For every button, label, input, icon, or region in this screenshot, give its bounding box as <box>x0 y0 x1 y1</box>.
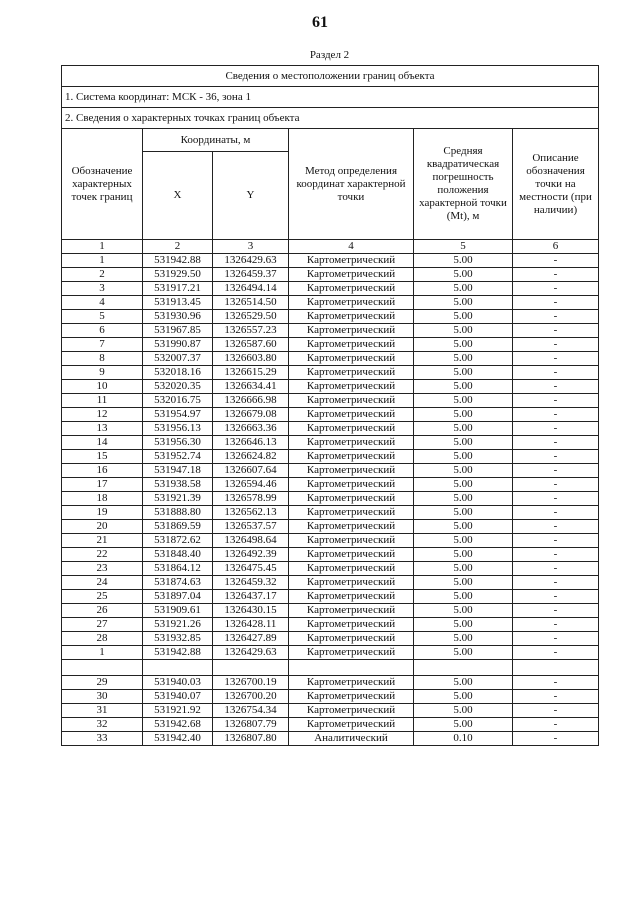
x-coordinate-cell: 531864.12 <box>143 562 213 576</box>
y-coordinate-cell: 1326475.45 <box>213 562 289 576</box>
x-coordinate-cell: 531942.88 <box>143 254 213 268</box>
description-cell: - <box>513 436 599 450</box>
table-row <box>62 604 599 618</box>
y-coordinate-cell: 1326646.13 <box>213 436 289 450</box>
x-coordinate-cell: 531909.61 <box>143 604 213 618</box>
table-row <box>62 576 599 590</box>
description-cell: - <box>513 646 599 660</box>
column-number: 5 <box>414 240 513 254</box>
method-cell: Картометрический <box>289 704 414 718</box>
point-id-cell: 3 <box>62 282 143 296</box>
point-id-cell: 13 <box>62 422 143 436</box>
error-cell: 0.10 <box>414 732 513 746</box>
y-coordinate-cell: 1326529.50 <box>213 310 289 324</box>
empty-cell <box>62 660 143 676</box>
error-cell: 5.00 <box>414 478 513 492</box>
separator-row <box>62 660 599 676</box>
table-row <box>62 618 599 632</box>
error-cell: 5.00 <box>414 254 513 268</box>
table-row <box>62 394 599 408</box>
method-cell: Картометрический <box>289 464 414 478</box>
description-cell: - <box>513 604 599 618</box>
method-cell: Картометрический <box>289 604 414 618</box>
y-coordinate-cell: 1326429.63 <box>213 254 289 268</box>
y-coordinate-cell: 1326679.08 <box>213 408 289 422</box>
error-cell: 5.00 <box>414 492 513 506</box>
point-id-cell: 17 <box>62 478 143 492</box>
table-row <box>62 450 599 464</box>
y-coordinate-cell: 1326594.46 <box>213 478 289 492</box>
y-coordinate-cell: 1326430.15 <box>213 604 289 618</box>
table-row <box>62 690 599 704</box>
x-coordinate-cell: 531956.30 <box>143 436 213 450</box>
table-row <box>62 732 599 746</box>
point-id-cell: 1 <box>62 254 143 268</box>
table-row <box>62 534 599 548</box>
table-row <box>62 324 599 338</box>
method-cell: Картометрический <box>289 324 414 338</box>
y-coordinate-cell: 1326663.36 <box>213 422 289 436</box>
table-row <box>62 520 599 534</box>
table-row <box>62 464 599 478</box>
method-cell: Картометрический <box>289 548 414 562</box>
error-cell: 5.00 <box>414 394 513 408</box>
x-coordinate-cell: 531848.40 <box>143 548 213 562</box>
empty-cell <box>289 660 414 676</box>
y-coordinate-cell: 1326494.14 <box>213 282 289 296</box>
method-cell: Картометрический <box>289 268 414 282</box>
table-row <box>62 704 599 718</box>
header-method: Метод определения координат характерной точки <box>289 129 414 240</box>
y-coordinate-cell: 1326492.39 <box>213 548 289 562</box>
x-coordinate-cell: 531869.59 <box>143 520 213 534</box>
coordinate-system: 1. Система координат: МСК - 36, зона 1 <box>62 87 599 108</box>
x-coordinate-cell: 532016.75 <box>143 394 213 408</box>
method-cell: Картометрический <box>289 576 414 590</box>
x-coordinate-cell: 531921.92 <box>143 704 213 718</box>
table-title: Сведения о местоположении границ объекта <box>62 66 599 87</box>
description-cell: - <box>513 676 599 690</box>
y-coordinate-cell: 1326603.80 <box>213 352 289 366</box>
empty-cell <box>414 660 513 676</box>
table-row <box>62 676 599 690</box>
y-coordinate-cell: 1326754.34 <box>213 704 289 718</box>
table-row <box>62 492 599 506</box>
description-cell: - <box>513 534 599 548</box>
points-header: 2. Сведения о характерных точках границ объекта <box>62 108 599 129</box>
error-cell: 5.00 <box>414 590 513 604</box>
point-id-cell: 7 <box>62 338 143 352</box>
method-cell: Картометрический <box>289 310 414 324</box>
description-cell: - <box>513 576 599 590</box>
x-coordinate-cell: 531897.04 <box>143 590 213 604</box>
table-row <box>62 310 599 324</box>
table-row <box>62 548 599 562</box>
x-coordinate-cell: 531956.13 <box>143 422 213 436</box>
point-id-cell: 21 <box>62 534 143 548</box>
method-cell: Картометрический <box>289 492 414 506</box>
method-cell: Картометрический <box>289 534 414 548</box>
table-row <box>62 352 599 366</box>
point-id-cell: 1 <box>62 646 143 660</box>
table-row <box>62 408 599 422</box>
x-coordinate-cell: 532020.35 <box>143 380 213 394</box>
x-coordinate-cell: 531921.26 <box>143 618 213 632</box>
page-number: 61 <box>312 14 328 31</box>
point-id-cell: 6 <box>62 324 143 338</box>
description-cell: - <box>513 690 599 704</box>
error-cell: 5.00 <box>414 604 513 618</box>
table-row <box>62 296 599 310</box>
header-x: X <box>143 152 213 240</box>
description-cell: - <box>513 478 599 492</box>
x-coordinate-cell: 531954.97 <box>143 408 213 422</box>
method-cell: Картометрический <box>289 618 414 632</box>
x-coordinate-cell: 531990.87 <box>143 338 213 352</box>
y-coordinate-cell: 1326700.19 <box>213 676 289 690</box>
y-coordinate-cell: 1326437.17 <box>213 590 289 604</box>
y-coordinate-cell: 1326807.79 <box>213 718 289 732</box>
error-cell: 5.00 <box>414 534 513 548</box>
y-coordinate-cell: 1326428.11 <box>213 618 289 632</box>
description-cell: - <box>513 464 599 478</box>
y-coordinate-cell: 1326557.23 <box>213 324 289 338</box>
y-coordinate-cell: 1326459.37 <box>213 268 289 282</box>
point-id-cell: 16 <box>62 464 143 478</box>
y-coordinate-cell: 1326562.13 <box>213 506 289 520</box>
error-cell: 5.00 <box>414 562 513 576</box>
table-row <box>62 268 599 282</box>
point-id-cell: 5 <box>62 310 143 324</box>
x-coordinate-cell: 531872.62 <box>143 534 213 548</box>
error-cell: 5.00 <box>414 506 513 520</box>
x-coordinate-cell: 531952.74 <box>143 450 213 464</box>
column-number: 6 <box>513 240 599 254</box>
description-cell: - <box>513 450 599 464</box>
table-row <box>62 254 599 268</box>
description-cell: - <box>513 506 599 520</box>
point-id-cell: 2 <box>62 268 143 282</box>
column-number: 4 <box>289 240 414 254</box>
error-cell: 5.00 <box>414 296 513 310</box>
method-cell: Картометрический <box>289 296 414 310</box>
method-cell: Картометрический <box>289 632 414 646</box>
x-coordinate-cell: 531938.58 <box>143 478 213 492</box>
point-id-cell: 18 <box>62 492 143 506</box>
empty-cell <box>513 660 599 676</box>
error-cell: 5.00 <box>414 646 513 660</box>
point-id-cell: 22 <box>62 548 143 562</box>
description-cell: - <box>513 562 599 576</box>
description-cell: - <box>513 520 599 534</box>
method-cell: Картометрический <box>289 352 414 366</box>
x-coordinate-cell: 531942.68 <box>143 718 213 732</box>
error-cell: 5.00 <box>414 366 513 380</box>
table-row <box>62 506 599 520</box>
y-coordinate-cell: 1326634.41 <box>213 380 289 394</box>
point-id-cell: 26 <box>62 604 143 618</box>
table-row <box>62 632 599 646</box>
method-cell: Картометрический <box>289 718 414 732</box>
x-coordinate-cell: 531932.85 <box>143 632 213 646</box>
header-error: Средняя квадратическая погрешность положения характерной точки (Mt), м <box>414 129 513 240</box>
table-row <box>62 282 599 296</box>
point-id-cell: 10 <box>62 380 143 394</box>
error-cell: 5.00 <box>414 310 513 324</box>
table-row <box>62 366 599 380</box>
y-coordinate-cell: 1326700.20 <box>213 690 289 704</box>
x-coordinate-cell: 531929.50 <box>143 268 213 282</box>
x-coordinate-cell: 531874.63 <box>143 576 213 590</box>
method-cell: Картометрический <box>289 380 414 394</box>
error-cell: 5.00 <box>414 324 513 338</box>
error-cell: 5.00 <box>414 676 513 690</box>
y-coordinate-cell: 1326429.63 <box>213 646 289 660</box>
error-cell: 5.00 <box>414 690 513 704</box>
boundary-table <box>61 65 599 746</box>
method-cell: Картометрический <box>289 338 414 352</box>
method-cell: Картометрический <box>289 506 414 520</box>
error-cell: 5.00 <box>414 352 513 366</box>
x-coordinate-cell: 531940.07 <box>143 690 213 704</box>
description-cell: - <box>513 296 599 310</box>
point-id-cell: 11 <box>62 394 143 408</box>
method-cell: Картометрический <box>289 282 414 296</box>
header-y: Y <box>213 152 289 240</box>
error-cell: 5.00 <box>414 380 513 394</box>
point-id-cell: 32 <box>62 718 143 732</box>
description-cell: - <box>513 324 599 338</box>
description-cell: - <box>513 618 599 632</box>
error-cell: 5.00 <box>414 268 513 282</box>
point-id-cell: 33 <box>62 732 143 746</box>
point-id-cell: 15 <box>62 450 143 464</box>
description-cell: - <box>513 632 599 646</box>
x-coordinate-cell: 531942.88 <box>143 646 213 660</box>
table-row <box>62 422 599 436</box>
y-coordinate-cell: 1326578.99 <box>213 492 289 506</box>
method-cell: Картометрический <box>289 254 414 268</box>
table-row <box>62 590 599 604</box>
y-coordinate-cell: 1326666.98 <box>213 394 289 408</box>
x-coordinate-cell: 532018.16 <box>143 366 213 380</box>
error-cell: 5.00 <box>414 464 513 478</box>
description-cell: - <box>513 282 599 296</box>
y-coordinate-cell: 1326615.29 <box>213 366 289 380</box>
description-cell: - <box>513 254 599 268</box>
column-number: 1 <box>62 240 143 254</box>
error-cell: 5.00 <box>414 520 513 534</box>
table-row <box>62 436 599 450</box>
y-coordinate-cell: 1326514.50 <box>213 296 289 310</box>
table-row <box>62 478 599 492</box>
description-cell: - <box>513 548 599 562</box>
error-cell: 5.00 <box>414 704 513 718</box>
point-id-cell: 28 <box>62 632 143 646</box>
point-id-cell: 12 <box>62 408 143 422</box>
error-cell: 5.00 <box>414 618 513 632</box>
description-cell: - <box>513 380 599 394</box>
column-number: 2 <box>143 240 213 254</box>
method-cell: Аналитический <box>289 732 414 746</box>
x-coordinate-cell: 531888.80 <box>143 506 213 520</box>
point-id-cell: 30 <box>62 690 143 704</box>
y-coordinate-cell: 1326427.89 <box>213 632 289 646</box>
point-id-cell: 9 <box>62 366 143 380</box>
method-cell: Картометрический <box>289 366 414 380</box>
x-coordinate-cell: 531930.96 <box>143 310 213 324</box>
empty-cell <box>213 660 289 676</box>
header-designation: Обозначение характерных точек границ <box>62 129 143 240</box>
method-cell: Картометрический <box>289 422 414 436</box>
table-row <box>62 562 599 576</box>
description-cell: - <box>513 338 599 352</box>
error-cell: 5.00 <box>414 422 513 436</box>
description-cell: - <box>513 492 599 506</box>
table-row <box>62 718 599 732</box>
header-coordinates: Координаты, м <box>143 129 289 152</box>
error-cell: 5.00 <box>414 548 513 562</box>
point-id-cell: 19 <box>62 506 143 520</box>
column-number: 3 <box>213 240 289 254</box>
y-coordinate-cell: 1326498.64 <box>213 534 289 548</box>
error-cell: 5.00 <box>414 282 513 296</box>
method-cell: Картометрический <box>289 394 414 408</box>
method-cell: Картометрический <box>289 520 414 534</box>
error-cell: 5.00 <box>414 338 513 352</box>
y-coordinate-cell: 1326807.80 <box>213 732 289 746</box>
method-cell: Картометрический <box>289 478 414 492</box>
x-coordinate-cell: 531942.40 <box>143 732 213 746</box>
table-row <box>62 338 599 352</box>
error-cell: 5.00 <box>414 408 513 422</box>
x-coordinate-cell: 531913.45 <box>143 296 213 310</box>
point-id-cell: 4 <box>62 296 143 310</box>
y-coordinate-cell: 1326587.60 <box>213 338 289 352</box>
point-id-cell: 31 <box>62 704 143 718</box>
point-id-cell: 24 <box>62 576 143 590</box>
error-cell: 5.00 <box>414 576 513 590</box>
x-coordinate-cell: 531917.21 <box>143 282 213 296</box>
y-coordinate-cell: 1326607.64 <box>213 464 289 478</box>
description-cell: - <box>513 310 599 324</box>
error-cell: 5.00 <box>414 718 513 732</box>
y-coordinate-cell: 1326459.32 <box>213 576 289 590</box>
empty-cell <box>143 660 213 676</box>
x-coordinate-cell: 532007.37 <box>143 352 213 366</box>
point-id-cell: 14 <box>62 436 143 450</box>
x-coordinate-cell: 531921.39 <box>143 492 213 506</box>
method-cell: Картометрический <box>289 590 414 604</box>
point-id-cell: 25 <box>62 590 143 604</box>
description-cell: - <box>513 718 599 732</box>
header-description: Описание обозначения точки на местности (при наличии) <box>513 129 599 240</box>
description-cell: - <box>513 366 599 380</box>
point-id-cell: 27 <box>62 618 143 632</box>
error-cell: 5.00 <box>414 450 513 464</box>
point-id-cell: 8 <box>62 352 143 366</box>
method-cell: Картометрический <box>289 646 414 660</box>
x-coordinate-cell: 531947.18 <box>143 464 213 478</box>
table-row <box>62 646 599 660</box>
method-cell: Картометрический <box>289 450 414 464</box>
x-coordinate-cell: 531967.85 <box>143 324 213 338</box>
x-coordinate-cell: 531940.03 <box>143 676 213 690</box>
method-cell: Картометрический <box>289 562 414 576</box>
points-body <box>62 254 599 746</box>
point-id-cell: 29 <box>62 676 143 690</box>
error-cell: 5.00 <box>414 436 513 450</box>
method-cell: Картометрический <box>289 436 414 450</box>
point-id-cell: 23 <box>62 562 143 576</box>
method-cell: Картометрический <box>289 408 414 422</box>
method-cell: Картометрический <box>289 690 414 704</box>
description-cell: - <box>513 394 599 408</box>
description-cell: - <box>513 352 599 366</box>
column-number-row <box>62 240 599 254</box>
description-cell: - <box>513 704 599 718</box>
description-cell: - <box>513 268 599 282</box>
table-row <box>62 380 599 394</box>
section-title: Раздел 2 <box>309 49 350 61</box>
y-coordinate-cell: 1326537.57 <box>213 520 289 534</box>
description-cell: - <box>513 408 599 422</box>
description-cell: - <box>513 422 599 436</box>
point-id-cell: 20 <box>62 520 143 534</box>
method-cell: Картометрический <box>289 676 414 690</box>
y-coordinate-cell: 1326624.82 <box>213 450 289 464</box>
error-cell: 5.00 <box>414 632 513 646</box>
description-cell: - <box>513 590 599 604</box>
description-cell: - <box>513 732 599 746</box>
